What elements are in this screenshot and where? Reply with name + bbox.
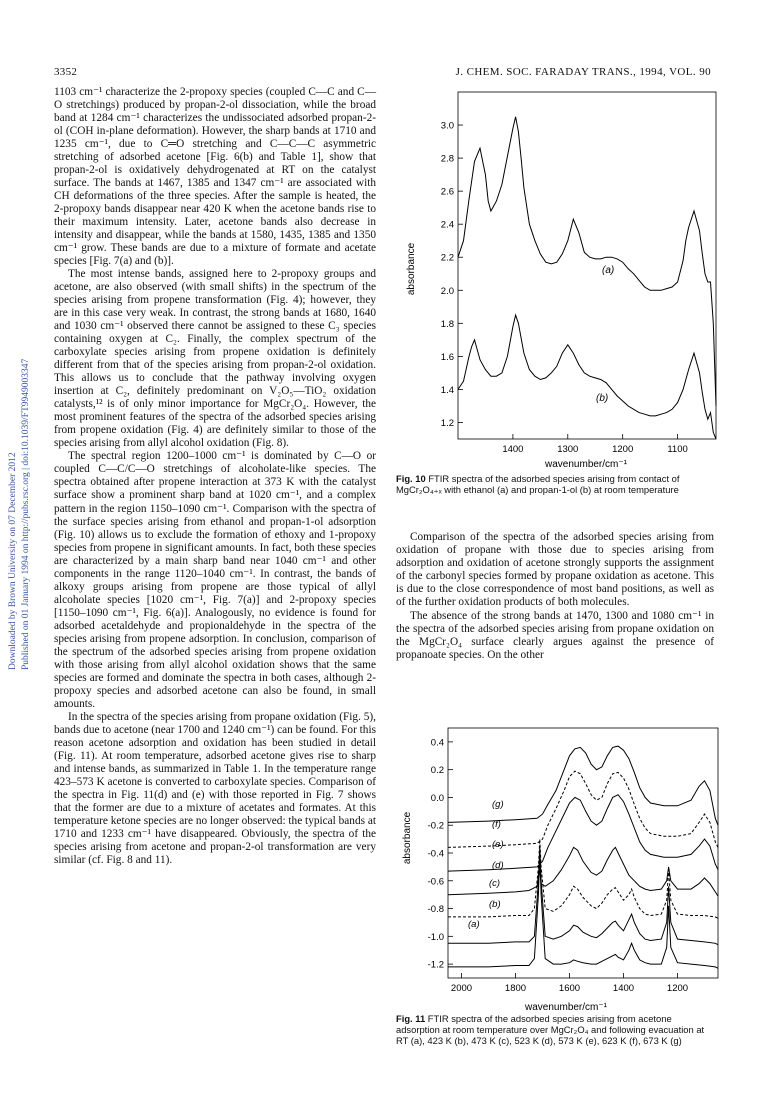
figure-11-label-g: (g)	[492, 799, 504, 810]
y-tick-label: -1.2	[427, 959, 444, 971]
plot-frame	[458, 92, 716, 439]
y-tick-label: -1.0	[427, 931, 444, 943]
y-tick-label: -0.2	[427, 820, 444, 832]
series-line-g	[448, 746, 718, 825]
right-column	[396, 531, 714, 662]
y-tick-label: 1.4	[440, 384, 454, 396]
figure-11-caption	[396, 1013, 718, 1046]
page-number: 3352	[54, 66, 78, 78]
y-tick-label: 0.0	[430, 792, 444, 804]
y-tick-label: 1.8	[440, 318, 454, 330]
y-tick-label: 2.0	[440, 285, 454, 297]
figure-11-caption-text: FTIR spectra of the adsorbed species arising from acetone adsorption at room temperature over MgCr₂O₄ and following evacuation at RT (a), 423 K (b), 473 K (c), 523 K (d), 573 K (e), 623 K (f), 673 K (g)	[396, 1013, 705, 1046]
journal-header: J. CHEM. SOC. FARADAY TRANS., 1994, VOL. 90	[455, 66, 711, 78]
y-tick-label: 2.4	[440, 219, 454, 231]
figure-11-ylabel: absorbance	[402, 811, 413, 865]
x-tick-label: 1100	[667, 444, 688, 455]
figure-11-xlabel: wavenumber/cm⁻¹	[525, 1002, 607, 1013]
y-tick-label: 0.4	[430, 737, 444, 749]
figure-11-label-b: (b)	[489, 899, 501, 910]
paragraph: In the spectra of the species arising from propane oxidation (Fig. 5), bands due to acetone (near 1700 and 1240 cm⁻¹) can be found. For this reason acetone adsorption and oxidation has been studied in detail (Fig. 11). At room temperature, adsorbed acetone gives rise to sharp and intense bands, as summarized in Table 1. In the temperature range 423–573 K acetone is converted to carboxylate species. Comparison of the spectra in Fig. 11(d) and (e) with those reported in Fig. 7 shows that the former are due to a mixture of acetates and formates. At this temperature ketone species are no longer observed: the typical bands at 1710 and 1233 cm⁻¹ have disappeared. Obviously, the spectra of the species arising from acetone and propan-2-ol transformation are very similar (cf. Fig. 8 and 11).	[54, 710, 376, 866]
figure-10-xlabel: wavenumber/cm⁻¹	[545, 459, 627, 470]
x-tick-label: 1200	[666, 983, 689, 994]
x-tick-label: 1400	[502, 444, 524, 455]
figure-10-caption	[396, 473, 714, 495]
figure-11-label-a: (a)	[468, 919, 480, 930]
x-tick-label: 1600	[558, 983, 581, 994]
figure-10-label-a: (a)	[602, 265, 615, 276]
figure-11-label-e: (e)	[492, 839, 504, 850]
y-tick-label: -0.8	[427, 904, 444, 916]
y-tick-label: 2.8	[440, 153, 454, 165]
figure-11-label-f: (f)	[492, 819, 501, 830]
x-tick-label: 2000	[450, 983, 473, 994]
figure-10-chart	[396, 84, 726, 474]
figure-11-curves	[448, 746, 718, 968]
paragraph: Comparison of the spectra of the adsorbed species arising from oxidation of propane with those due to species arising from adsorption and oxidation of acetone strongly supports the assignment of the carbonyl species formed by propane oxidation as acetone. This is due to the close correspondence of most band positions, as well as of the further oxidation products of both molecules.	[396, 531, 714, 609]
download-note	[6, 200, 32, 670]
y-tick-label: 3.0	[440, 120, 454, 132]
x-tick-label: 1300	[557, 444, 579, 455]
y-tick-label: -0.4	[427, 848, 444, 860]
series-line-f	[448, 771, 718, 847]
x-tick-label: 1200	[612, 444, 634, 455]
y-tick-label: 0.2	[430, 765, 444, 777]
y-tick-label: 2.2	[440, 252, 454, 264]
figure-10-ylabel: absorbance	[406, 242, 417, 296]
paragraph: The spectral region 1200–1000 cm⁻¹ is dominated by C—O or coupled C—C/C—O stretchings of alcoholate-like species. The spectra obtained after propene interaction at 373 K with the catalyst surface show a prominent sharp band at 1020 cm⁻¹, and a complex pattern in the region 1150–1090 cm⁻¹. Comparison with the spectra of the surface species arising from ethanol and propan-1-ol adsorption (Fig. 10) allows us to exclude the formation of ethoxy and 1-propoxy species from propene in significant amounts. In fact, both these species are characterized by a main sharp band near 1040 cm⁻¹ and other components in the range 1120–1040 cm⁻¹. In contrast, the bands of alkoxy groups arising from propene are those typical of allyl alcoholate species [1020 cm⁻¹, Fig. 7(a)] and 2-propoxy species [1150–1090 cm⁻¹, Fig. 6(a)]. Analogously, no evidence is found for adsorbed acetaldehyde and propionaldehyde in the spectra of the species arising from propene adsorption. In conclusion, comparison of the spectrum of the adsorbed species arising from propene oxidation with those arising from allyl alcohol oxidation shows that the same species are formed and dominate the spectra in both cases, although 2-propoxy species and adsorbed acetone can also be found, in small amounts.	[54, 450, 376, 710]
figure-10-axes	[441, 92, 716, 455]
x-tick-label: 1800	[504, 983, 527, 994]
plot-frame	[448, 728, 718, 978]
paragraph: 1103 cm⁻¹ characterize the 2-propoxy species (coupled C—C and C—O stretchings) produced by propan-2-ol dissociation, while the broad band at 1284 cm⁻¹ characterizes the undissociated adsorbed propan-2-ol (COH in-plane deformation). However, the sharp bands at 1710 and 1235 cm⁻¹, due to C═O stretching and C—C—C asymmetric stretching of adsorbed acetone [Fig. 6(b) and Table 1], show that propan-2-ol is oxidatively dehydrogenated at RT on the catalyst surface. The bands at 1467, 1385 and 1347 cm⁻¹ are associated with CH deformations of the three species. After the sample is heated, the 2-propoxy bands disappear near 420 K when the acetone bands rise to their maximum intensity. Later, acetone bands also decrease in intensity and disappear, while the bands at 1580, 1435, 1385 and 1350 cm⁻¹ grow. These bands are due to a mixture of formate and acetate species [Fig. 7(a) and (b)].	[54, 86, 376, 268]
y-tick-label: 2.6	[440, 186, 454, 198]
figure-10-caption-label: Fig. 10	[396, 473, 426, 484]
y-tick-label: 1.6	[440, 351, 454, 363]
figure-11-label-d: (d)	[492, 860, 504, 871]
paragraph: The absence of the strong bands at 1470, 1300 and 1080 cm⁻¹ in the spectra of the adsorbed species arising from propane oxidation on the MgCr₂O₄ surface clearly argues against the presence of propanoate species. On the other	[396, 609, 714, 661]
figure-11-caption-label: Fig. 11	[396, 1013, 426, 1024]
series-line-a	[448, 853, 718, 968]
series-line-b	[458, 315, 716, 439]
download-note-line1[interactable]: Downloaded by Brown University on 07 December 2012	[8, 452, 18, 670]
figure-10-caption-text: FTIR spectra of the adsorbed species arising from contact of MgCr₂O₄₊ₓ with ethanol (a) and propan-1-ol (b) at room temperature	[396, 473, 680, 495]
y-tick-label: 1.2	[440, 417, 454, 429]
figure-11-chart	[396, 723, 726, 1013]
figure-10-label-b: (b)	[596, 393, 609, 404]
figure-11-axes	[428, 728, 718, 994]
left-column	[54, 86, 376, 867]
download-note-line2[interactable]: Published on 01 January 1994 on http://pubs.rsc.org | doi:10.1039/FT9949003347	[21, 358, 31, 670]
series-line-a	[458, 117, 716, 406]
figure-11-label-c: (c)	[489, 878, 501, 889]
y-tick-label: -0.6	[427, 876, 444, 888]
figure-10-curves	[458, 117, 716, 439]
paragraph: The most intense bands, assigned here to 2-propoxy groups and acetone, are also observed (with small shifts) in the spectrum of the species arising from propene transformation (Fig. 4); however, they are in this case very weak. In contrast, the strong bands at 1680, 1640 and 1030 cm⁻¹ observed there cannot be assigned to these C₃ species containing oxygen at C₂. Finally, the complex spectrum of the carboxylate species arising from propene oxidation is definitely different from that of the species arising from propan-2-ol oxidation. This allows us to conclude that the pathway involving oxygen insertion at C₂, definitely predominant on V₂O₅—TiO₂ oxidation catalysts,¹² is of only minor importance for MgCr₂O₄. However, the most prominent features of the spectra of the adsorbed species arising from propene oxidation (Fig. 4) are definitely similar to those of the species arising from allyl alcohol oxidation (Fig. 8).	[54, 268, 376, 450]
x-tick-label: 1400	[612, 983, 635, 994]
